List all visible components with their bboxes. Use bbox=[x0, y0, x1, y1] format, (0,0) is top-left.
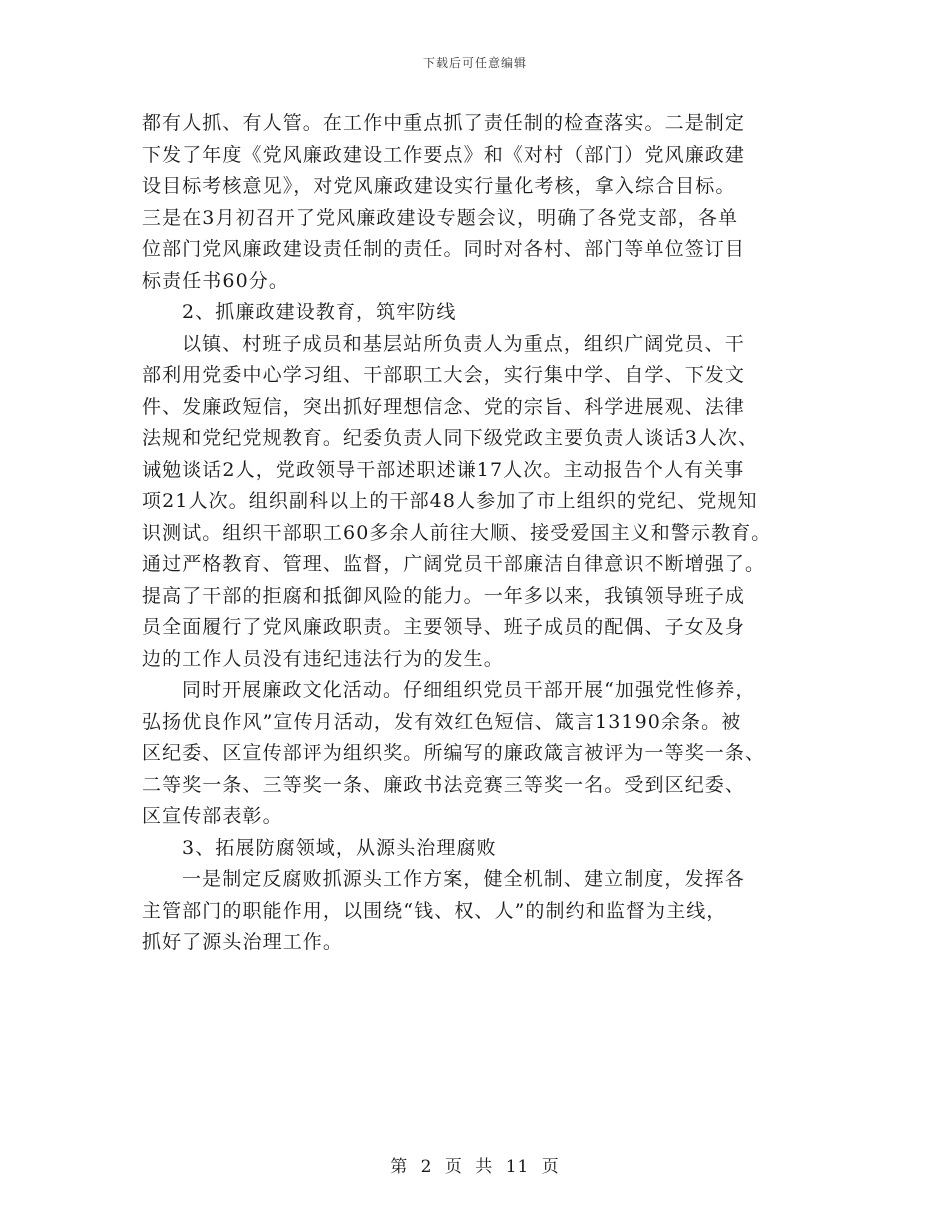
text-line: 抓好了源头治理工作。 bbox=[142, 931, 344, 953]
document-body bbox=[142, 108, 810, 959]
text-line: 都有人抓、有人管。在工作中重点抓了责任制的检查落实。二是制定 bbox=[142, 112, 746, 134]
text-line: 区宣传部表彰。 bbox=[142, 805, 283, 827]
text-line: 员全面履行了党风廉政职责。主要领导、班子成员的配偶、子女及身 bbox=[142, 616, 746, 638]
text-line: 件、发廉政短信，突出抓好理想信念、党的宗旨、科学进展观、法律 bbox=[142, 395, 746, 418]
page-header-note: 下载后可任意编辑 bbox=[422, 56, 527, 70]
text-line: 3、拓展防腐领域，从源头治理腐败 bbox=[182, 836, 497, 859]
text-line: 标责任书60分。 bbox=[142, 269, 289, 292]
text-line: 三是在3月初召开了党风廉政建设专题会议，明确了各党支部，各单 bbox=[142, 206, 739, 229]
text-line: 边的工作人员没有违纪违法行为的发生。 bbox=[142, 647, 504, 670]
text-line: 2、抓廉政建设教育，筑牢防线 bbox=[182, 301, 457, 323]
text-line: 同时开展廉政文化活动。仔细组织党员干部开展“加强党性修养， bbox=[182, 679, 756, 701]
text-line: 区纪委、区宣传部评为组织奖。所编写的廉政箴言被评为一等奖一条、 bbox=[142, 742, 766, 764]
text-line: 二等奖一条、三等奖一条、廉政书法竞赛三等奖一名。受到区纪委、 bbox=[142, 773, 746, 796]
text-line: 下发了年度《党风廉政建设工作要点》和《对村（部门）党风廉政建 bbox=[142, 143, 746, 166]
text-line: 诫勉谈话2人，党政领导干部述职述谦17人次。主动报告个人有关事 bbox=[142, 458, 745, 481]
text-line: 部利用党委中心学习组、干部职工大会，实行集中学、自学、下发文 bbox=[142, 364, 746, 386]
text-line: 主管部门的职能作用，以围绕“钱、权、人”的制约和监督为主线， bbox=[142, 899, 727, 922]
text-line: 识测试。组织干部职工60多余人前往大顺、接受爱国主义和警示教育。 bbox=[142, 521, 772, 544]
text-line: 提高了干部的拒腐和抵御风险的能力。一年多以来，我镇领导班子成 bbox=[142, 584, 746, 607]
text-line: 法规和党纪党规教育。纪委负责人同下级党政主要负责人谈话3人次、 bbox=[142, 427, 759, 449]
page-number: 第 2 页 共 11 页 bbox=[390, 1157, 560, 1177]
text-line: 弘扬优良作风”宣传月活动，发有效红色短信、箴言13190余条。被 bbox=[142, 710, 742, 733]
text-line: 通过严格教育、管理、监督，广阔党员干部廉洁自律意识不断增强了。 bbox=[142, 553, 766, 575]
text-line: 以镇、村班子成员和基层站所负责人为重点，组织广阔党员、干 bbox=[182, 332, 745, 355]
text-line: 位部门党风廉政建设责任制的责任。同时对各村、部门等单位签订目 bbox=[142, 238, 746, 260]
text-line: 一是制定反腐败抓源头工作方案，健全机制、建立制度，发挥各 bbox=[182, 868, 745, 890]
text-line: 项21人次。组织副科以上的干部48人参加了市上组织的党纪、党规知 bbox=[142, 490, 758, 512]
text-line: 设目标考核意见》，对党风廉政建设实行量化考核，拿入综合目标。 bbox=[142, 175, 736, 197]
